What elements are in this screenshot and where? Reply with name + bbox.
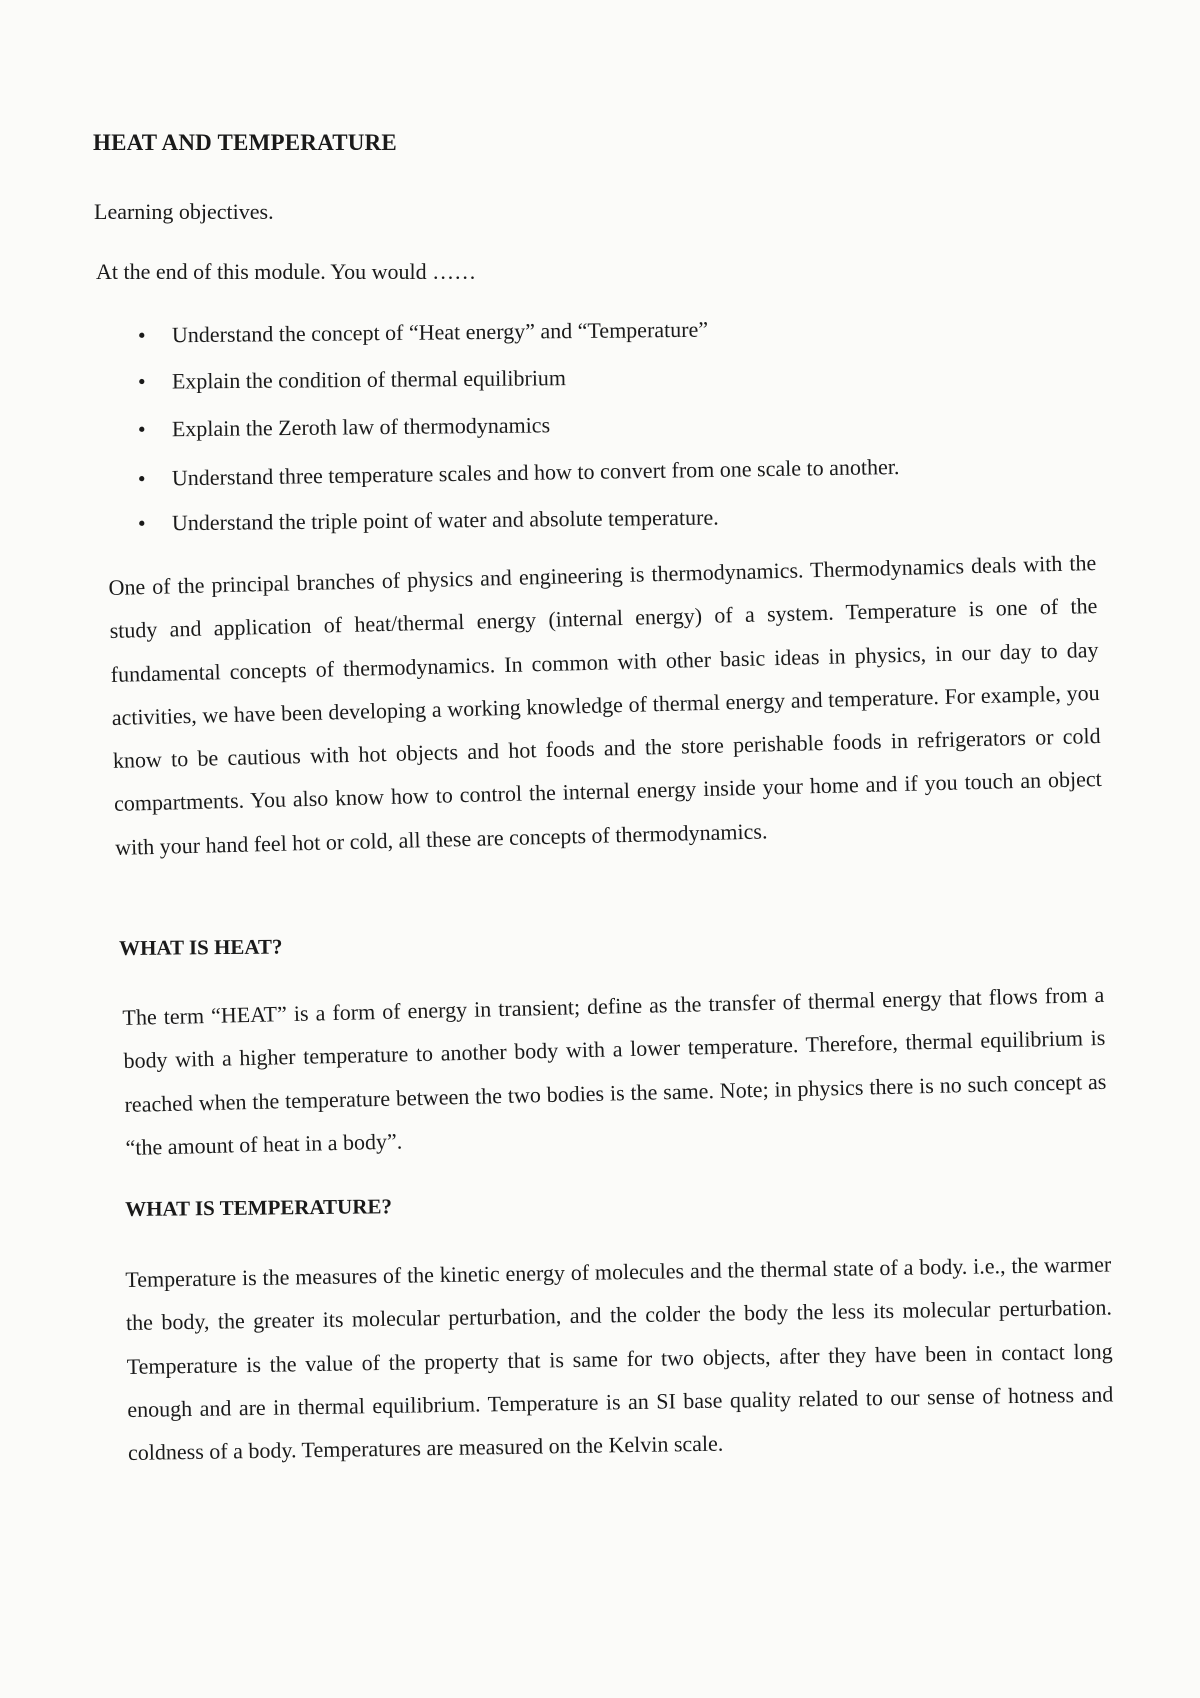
paragraph-temperature: Temperature is the measures of the kinetic energy of molecules and the thermal state of a body. i.e., the warmer the body, the greater its molecular perturbation, and the colder the body the less its molecular perturbation. Temperature is the value of the property that is same for two objects, after they have been in contact long enough and are in thermal equilibrium. Temperature is an SI base quality related to our sense of hotness and coldness of a body. Temperatures are measured on the Kelvin scale. [125,1251,1114,1466]
heading-what-is-heat: WHAT IS HEAT? [119,934,283,960]
paragraph-thermodynamics: One of the principal branches of physics and engineering is thermodynamics. Thermodynamics deals with the study and application of heat/thermal energy (internal energy) of a system. Temperature is one of the fundamental concepts of thermodynamics. In common with other basic ideas in physics, in our day to day activities, we have been developing a working knowledge of thermal energy and temperature. For example, you know to be cautious with hot objects and hot foods and the store perishable foods in refrigerators or cold compartments. You also know how to control the internal energy inside your home and if you touch an object with your hand feel hot or cold, all these are concepts of thermodynamics. [108,549,1103,860]
paragraph-heat: The term “HEAT” is a form of energy in transient; define as the transfer of thermal energy that flows from a body with a higher temperature to another body with a lower temperature. Therefore, thermal equilibrium is reached when the temperature between the two bodies is the same. Note; in physics there is no such concept as “the amount of heat in a body”. [122,981,1107,1160]
objective-item [130,361,1030,416]
bullet-icon: • [137,510,146,536]
bullet-icon: • [137,465,146,491]
objective-text: Understand three temperature scales and how to convert from one scale to another. [171,453,900,491]
objective-item [130,313,1030,369]
page-title: HEAT AND TEMPERATURE [93,130,397,155]
objective-text: Explain the Zeroth law of thermodynamics [171,412,551,442]
learning-objectives-label: Learning objectives. [94,199,274,224]
objective-text: Understand the triple point of water and absolute temperature. [171,504,719,536]
bullet-icon: • [137,368,146,394]
heading-what-is-temperature: WHAT IS TEMPERATURE? [125,1194,393,1221]
objective-text: Explain the condition of thermal equilibrium [171,365,567,394]
bullet-icon: • [137,322,146,348]
intro-line: At the end of this module. You would …… [96,259,477,284]
bullet-icon: • [137,416,146,442]
objectives-list [130,318,1030,553]
objective-text: Understand the concept of “Heat energy” and “Temperature” [171,316,709,348]
